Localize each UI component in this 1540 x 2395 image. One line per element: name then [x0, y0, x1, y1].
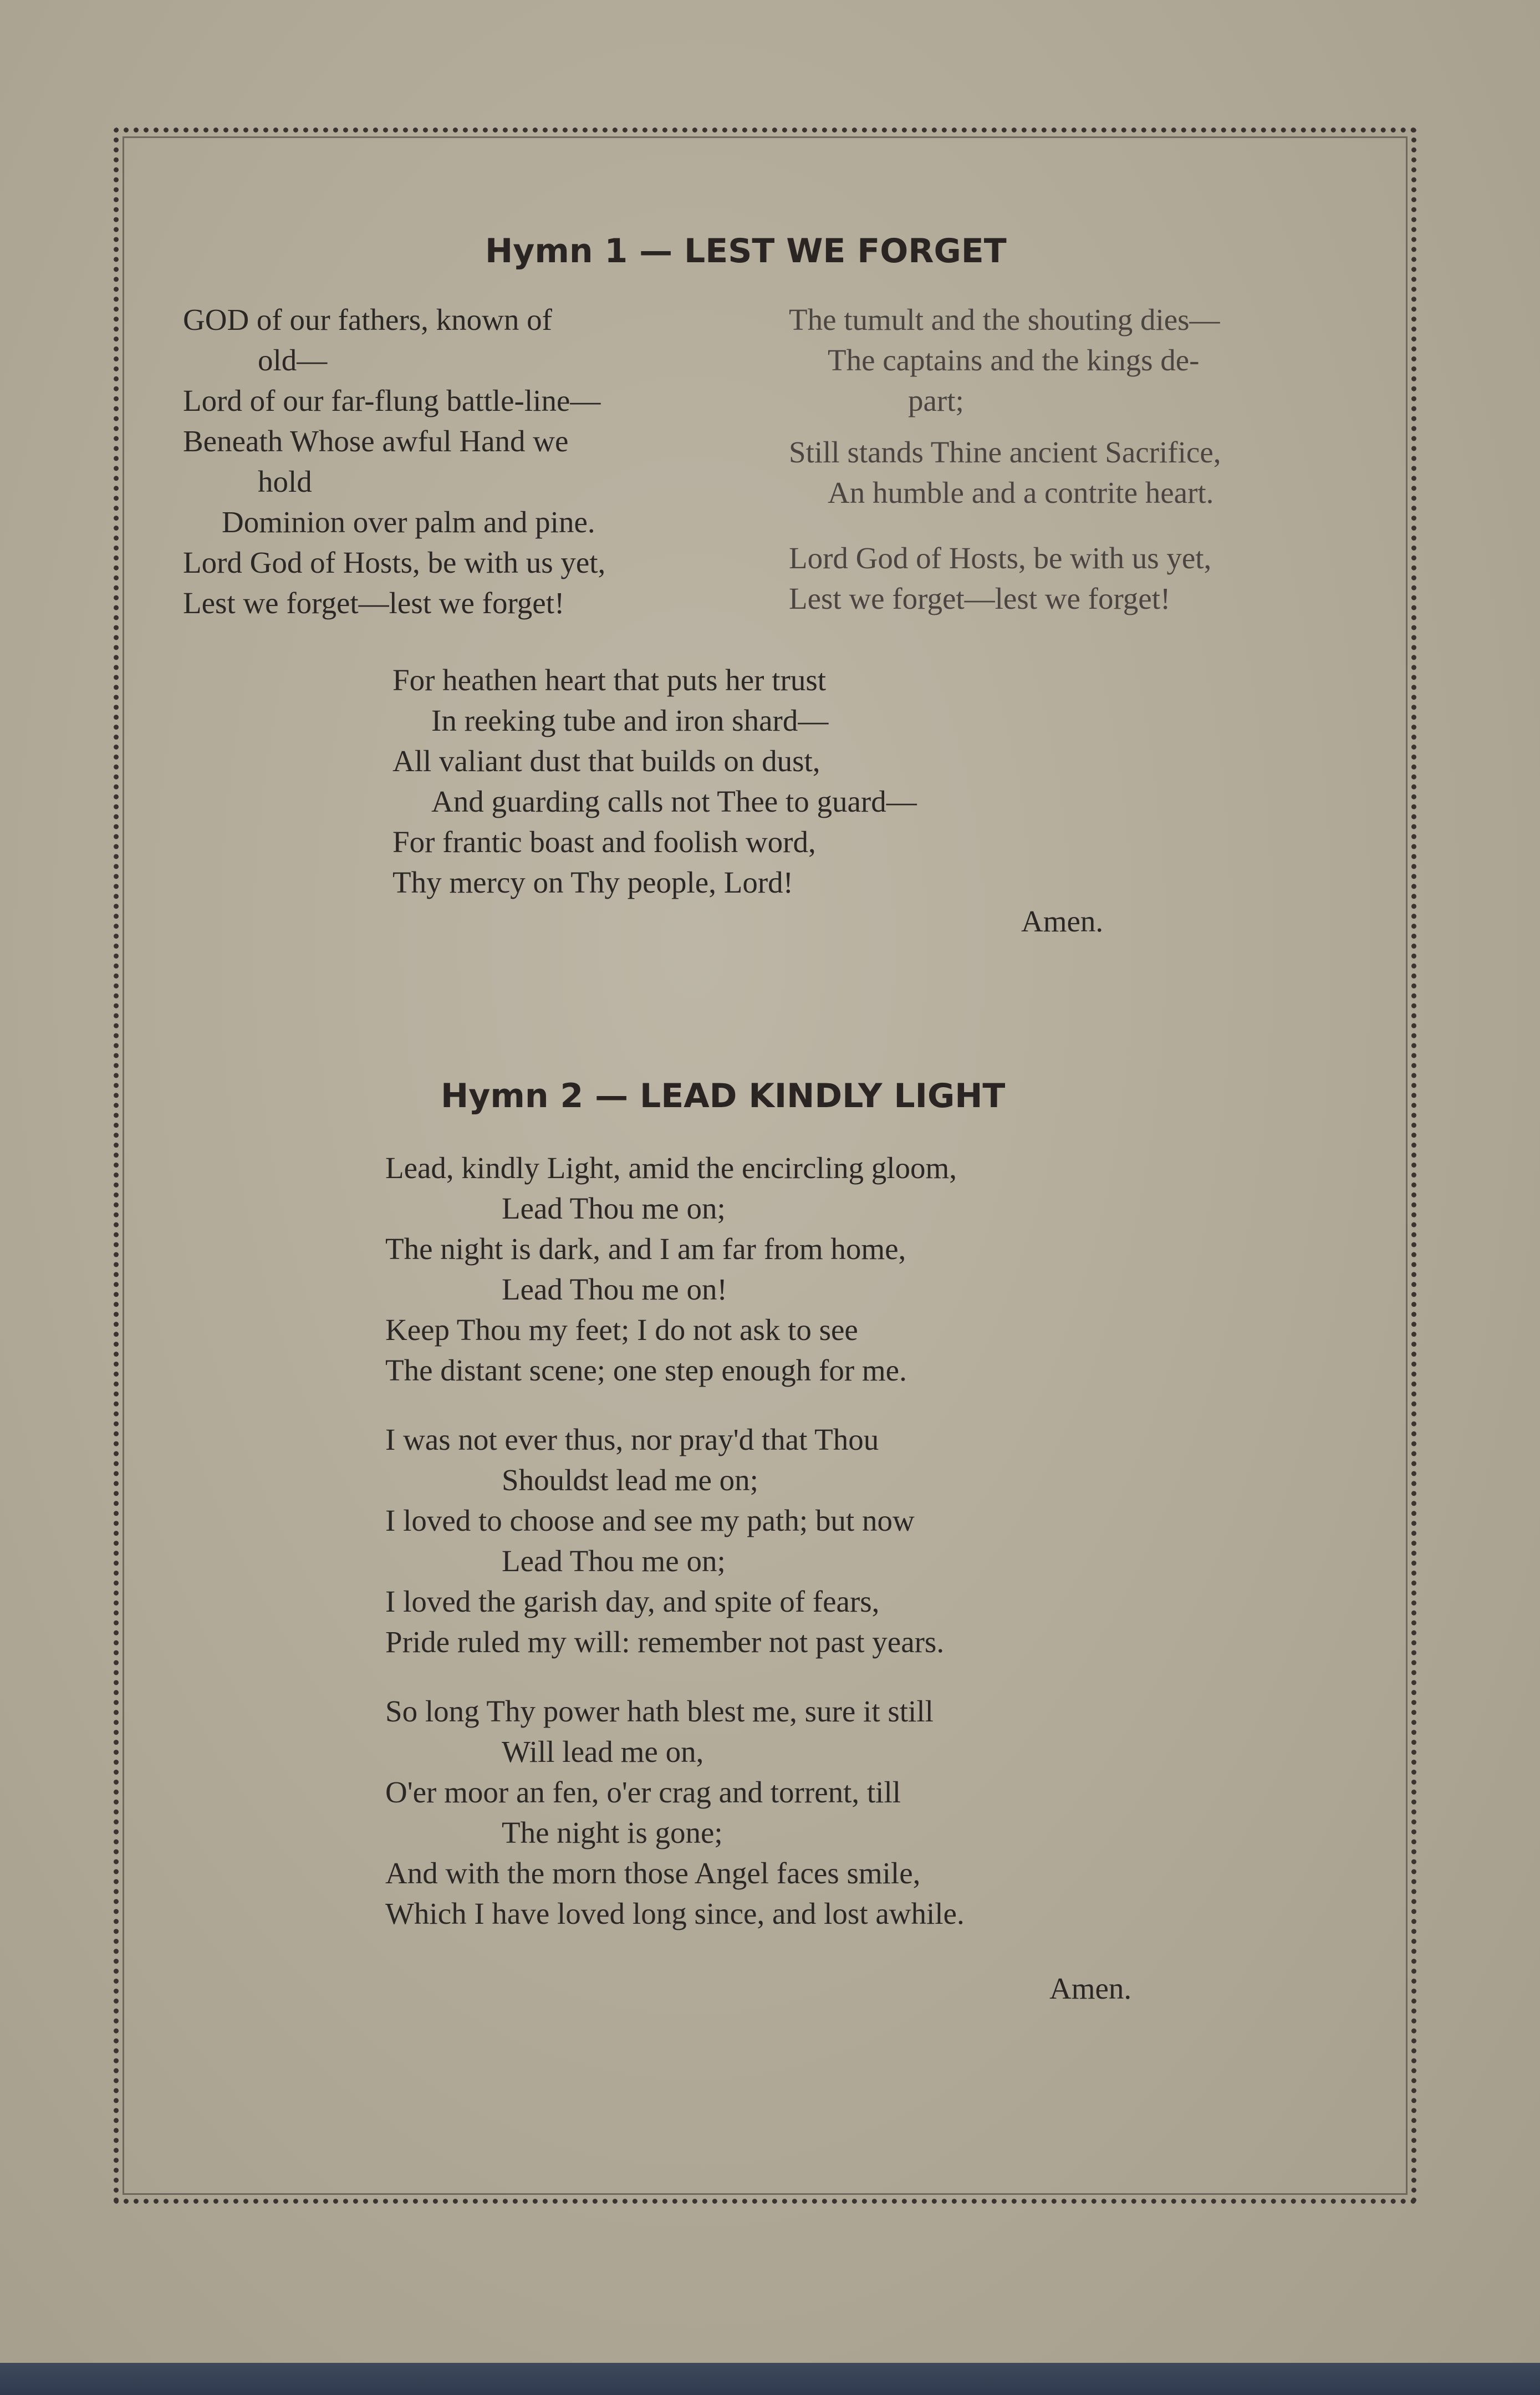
- verse-line: And guarding calls not Thee to guard—: [431, 784, 917, 818]
- verse-line: The night is dark, and I am far from home,: [385, 1232, 906, 1266]
- hymn1-title: Hymn 1 — LEST WE FORGET: [485, 232, 1007, 271]
- verse-line: For heathen heart that puts her trust: [392, 663, 827, 697]
- verse-line: All valiant dust that builds on dust,: [392, 744, 820, 778]
- verse-line: Lest we forget—lest we forget!: [789, 582, 1171, 615]
- verse-line: The tumult and the shouting dies—: [789, 303, 1220, 337]
- hymn2-stanza3: [385, 1691, 965, 1934]
- hymn1-stanza2: [789, 299, 1221, 619]
- verse-line: part;: [908, 384, 964, 417]
- verse-line: Pride ruled my will: remember not past years.: [385, 1625, 945, 1659]
- verse-line: I loved to choose and see my path; but now: [385, 1504, 915, 1537]
- hymn2-stanza1: [385, 1148, 957, 1390]
- hymn1-amen: Amen.: [1021, 904, 1104, 938]
- verse-line: I was not ever thus, nor pray'd that Thou: [385, 1423, 879, 1456]
- verse-line: The night is gone;: [502, 1816, 723, 1849]
- verse-line: Lead Thou me on;: [502, 1191, 726, 1225]
- hymn2-title: Hymn 2 — LEAD KINDLY LIGHT: [441, 1077, 1006, 1115]
- verse-line: GOD of our fathers, known of: [183, 303, 552, 337]
- verse-line: Thy mercy on Thy people, Lord!: [392, 865, 793, 899]
- hymn2-amen: Amen.: [1049, 1971, 1132, 2005]
- verse-line: Which I have loved long since, and lost awhile.: [385, 1897, 965, 1930]
- verse-line: Lead Thou me on;: [502, 1544, 726, 1578]
- verse-line: The distant scene; one step enough for me.: [385, 1353, 907, 1387]
- verse-line: Lord of our far-flung battle-line—: [183, 384, 601, 417]
- verse-line: Dominion over palm and pine.: [222, 505, 595, 539]
- verse-line: Lord God of Hosts, be with us yet,: [183, 546, 606, 579]
- verse-line: Will lead me on,: [502, 1735, 704, 1769]
- verse-line: Lest we forget—lest we forget!: [183, 586, 565, 620]
- verse-line: Lord God of Hosts, be with us yet,: [789, 541, 1212, 575]
- verse-line: Lead Thou me on!: [502, 1272, 727, 1306]
- verse-line: hold: [258, 465, 312, 498]
- hymn2-stanza2: [385, 1419, 944, 1662]
- cover-edge-strip: [0, 2363, 1540, 2395]
- verse-line: An humble and a contrite heart.: [828, 476, 1214, 509]
- verse-line: So long Thy power hath blest me, sure it still: [385, 1694, 934, 1728]
- verse-line: O'er moor an fen, o'er crag and torrent, till: [385, 1775, 901, 1809]
- verse-line: Lead, kindly Light, amid the encircling gloom,: [385, 1151, 957, 1185]
- verse-line: old—: [258, 343, 328, 377]
- verse-line: The captains and the kings de-: [828, 343, 1200, 377]
- verse-line: I loved the garish day, and spite of fears,: [385, 1584, 880, 1618]
- verse-line: Still stands Thine ancient Sacrifice,: [789, 435, 1221, 469]
- verse-line: In reeking tube and iron shard—: [431, 704, 829, 737]
- verse-line: And with the morn those Angel faces smile,: [385, 1856, 921, 1890]
- hymn1-stanza1: [183, 299, 605, 623]
- verse-line: Beneath Whose awful Hand we: [183, 424, 569, 458]
- hymn1-stanza3: [392, 660, 917, 903]
- verse-line: For frantic boast and foolish word,: [392, 825, 816, 859]
- verse-line: Shouldst lead me on;: [502, 1463, 758, 1497]
- verse-line: Keep Thou my feet; I do not ask to see: [385, 1313, 858, 1347]
